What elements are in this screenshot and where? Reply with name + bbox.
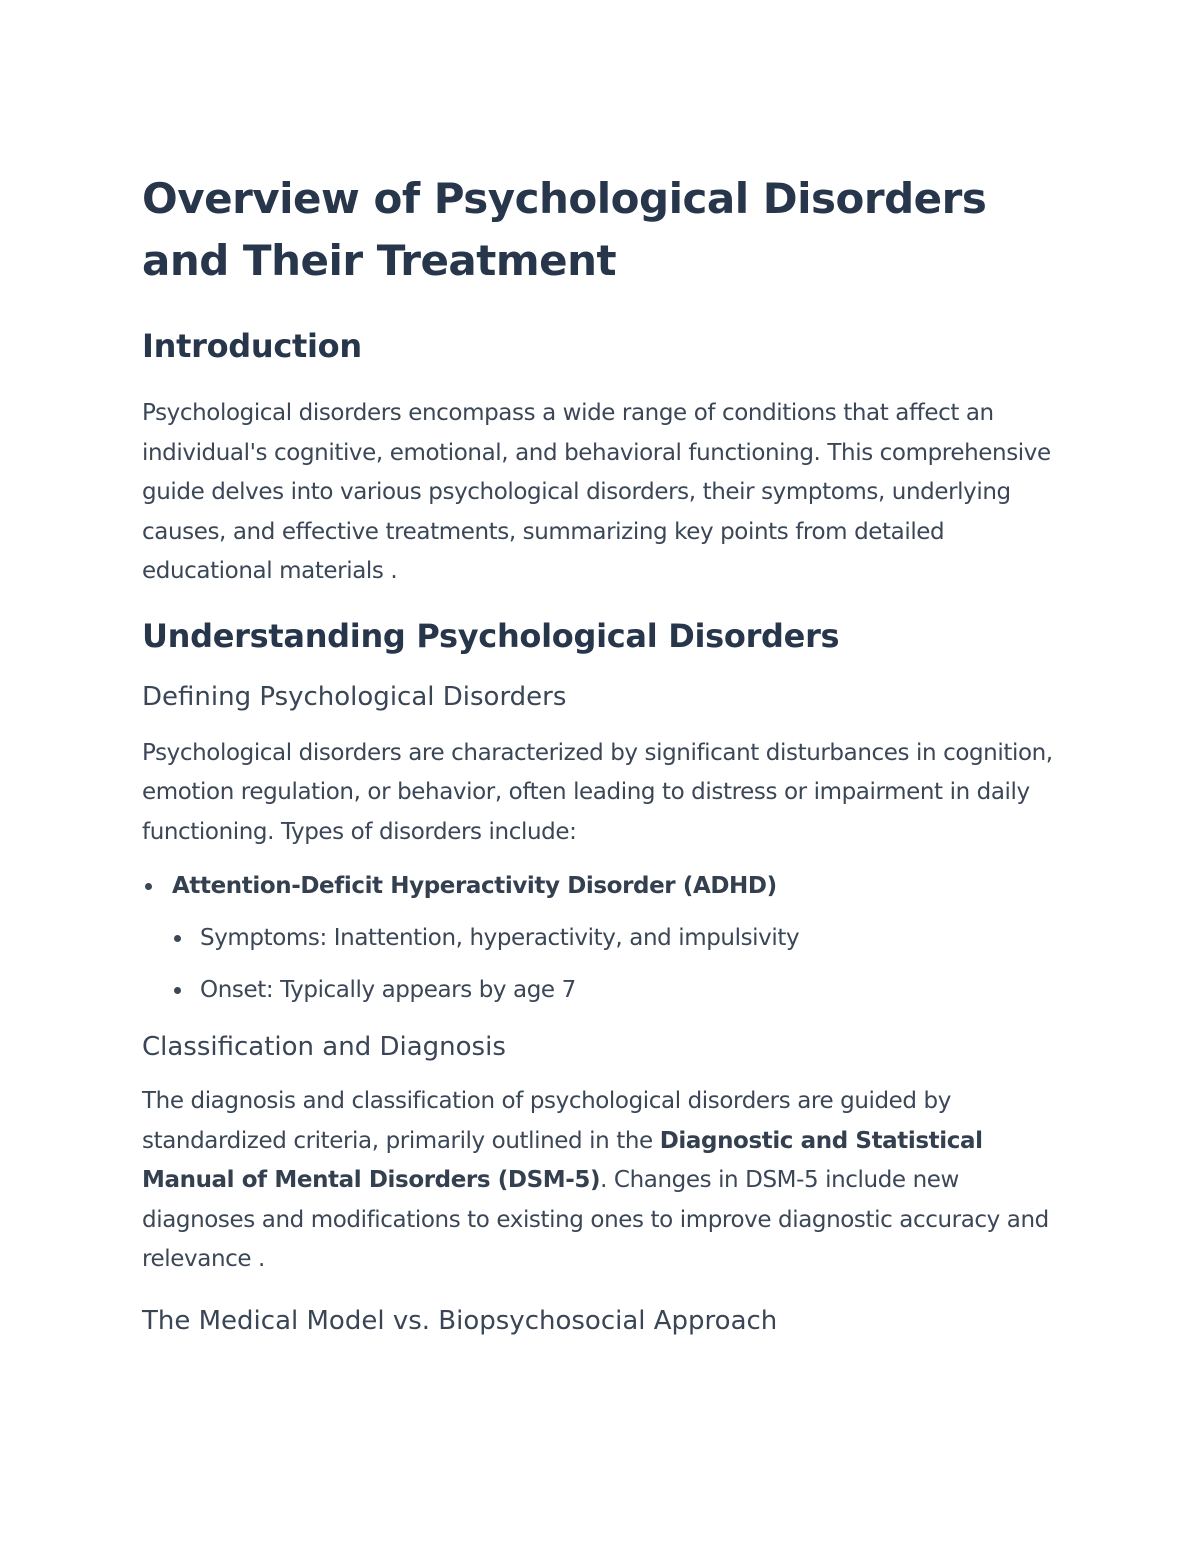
disorder-list [142, 868, 1062, 1008]
subsection-heading-defining: Defining Psychological Disorders [142, 681, 567, 712]
defining-paragraph: Psychological disorders are characterized by significant disturbances in cognition, emotion regulation, or behavior, often leading to distress or impairment in daily functioning. Types of disorders include: [142, 739, 1053, 845]
list-item-adhd [142, 868, 1062, 904]
classification-text-before: The diagnosis and classification of psychological disorders are guided by standardized criteria, primarily outlined in the [142, 1088, 951, 1154]
list-subitem-text: Onset: Typically appears by age 7 [200, 977, 576, 1003]
subsection-heading-classification: Classification and Diagnosis [142, 1032, 506, 1062]
section-heading-introduction: Introduction [142, 327, 362, 365]
classification-text-after: . Changes in DSM-5 include new diagnoses and modifications to existing ones to improve diagnostic accuracy and relevance . [142, 1167, 1049, 1272]
subsection-heading-medical-model: The Medical Model vs. Biopsychosocial Approach [142, 1305, 778, 1336]
dsm5-bold-term: Diagnostic and Statistical Manual of Mental Disorders (DSM-5) [142, 1127, 983, 1193]
bullet-icon [145, 883, 152, 890]
list-subitem [142, 972, 1062, 1008]
page-title: Overview of Psychological Disorders and Their Treatment [142, 174, 987, 285]
section-heading-understanding: Understanding Psychological Disorders [142, 616, 840, 655]
list-subitem [142, 920, 1062, 956]
bullet-icon [174, 935, 181, 942]
document-content [142, 168, 1062, 1354]
introduction-paragraph: Psychological disorders encompass a wide range of conditions that affect an individual's cognitive, emotional, and behavioral functioning. This comprehensive guide delves into various psychological disorders, their symptoms, underlying causes, and effective treatments, summarizing key points from detailed educational materials . [142, 400, 1051, 584]
list-subitem-text: Symptoms: Inattention, hyperactivity, and impulsivity [200, 925, 800, 951]
list-item-adhd-label: Attention-Deficit Hyperactivity Disorder (ADHD) [172, 873, 777, 899]
bullet-icon [174, 987, 181, 994]
classification-paragraph [142, 1082, 1062, 1280]
